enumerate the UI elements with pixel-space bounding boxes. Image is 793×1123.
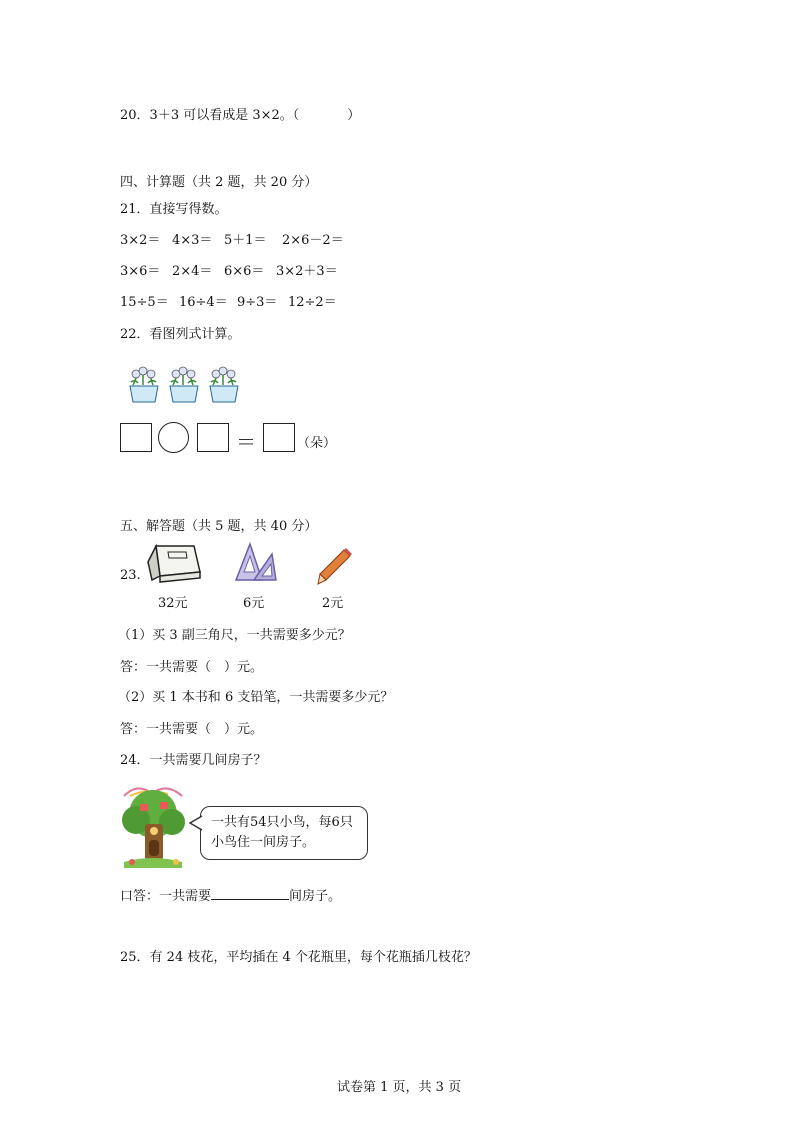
calc-item: 4×3＝ [172,233,213,248]
answer-box[interactable] [197,423,229,452]
bubble-tail [189,815,203,831]
question-23-answer1[interactable]: 答：一共需要（ ）元。 [120,660,264,675]
tree-house-icon [118,784,188,870]
triangle-ruler-icon [234,540,278,584]
calc-item: 15÷5＝ [120,295,169,310]
question-20 [120,104,360,123]
question-23-sub2: （2）买 1 本书和 6 支铅笔，一共需要多少元？ [118,690,394,705]
book-icon [146,542,202,584]
question-23-sub1: （1）买 3 副三角尺，一共需要多少元？ [118,628,351,643]
bubble-line-2: 小鸟住一间房子。 [211,835,316,850]
result-box[interactable] [263,423,295,452]
calc-item: 12÷2＝ [288,295,337,310]
answer-blank[interactable] [211,887,289,900]
answer-prefix: 口答：一共需要 [120,889,212,904]
question-21-title: 21．直接写得数。 [120,202,228,217]
unit-label: （朵） [297,436,337,451]
answer-box[interactable] [120,423,152,452]
question-20-close: ） [347,108,361,123]
question-20-text: 20．3＋3 可以看成是 3×2。（ [120,108,300,123]
question-22-title: 22．看图列式计算。 [120,327,241,342]
equals-sign: ＝ [236,430,256,454]
bubble-line-1: 一共有54只小鸟，每6只 [211,815,353,830]
flower-pot-icon [170,367,198,402]
section-5-title: 五、解答题（共 5 题，共 40 分） [120,519,318,534]
flower-pots-illustration [124,360,246,406]
flower-pot-icon [210,367,238,402]
calc-item: 3×2＋3＝ [276,264,338,279]
operator-circle[interactable] [158,422,189,453]
question-23-answer2[interactable]: 答：一共需要（ ）元。 [120,722,264,737]
calc-item: 2×4＝ [172,264,213,279]
triangle-ruler-price: 6元 [243,596,265,611]
page-footer: 试卷第 1 页，共 3 页 [337,1080,462,1095]
book-price: 32元 [158,596,188,611]
calc-item: 5＋1＝ [224,233,267,248]
calc-item: 9÷3＝ [237,295,278,310]
section-4-title: 四、计算题（共 2 题，共 20 分） [120,175,318,190]
answer-suffix: 间房子。 [289,889,342,904]
speech-bubble [200,806,368,860]
flower-pot-icon [130,367,158,402]
question-23-number: 23. [120,568,141,583]
calc-item: 6×6＝ [224,264,265,279]
calc-item: 16÷4＝ [179,295,228,310]
question-25: 25．有 24 枝花，平均插在 4 个花瓶里，每个花瓶插几枝花？ [120,950,477,965]
calc-item: 2×6－2＝ [282,233,344,248]
pencil-icon [316,548,352,588]
question-24-title: 24．一共需要几间房子？ [120,753,267,768]
calc-item: 3×2＝ [120,233,161,248]
question-24-answer [120,885,341,904]
calc-item: 3×6＝ [120,264,161,279]
pencil-price: 2元 [322,596,344,611]
